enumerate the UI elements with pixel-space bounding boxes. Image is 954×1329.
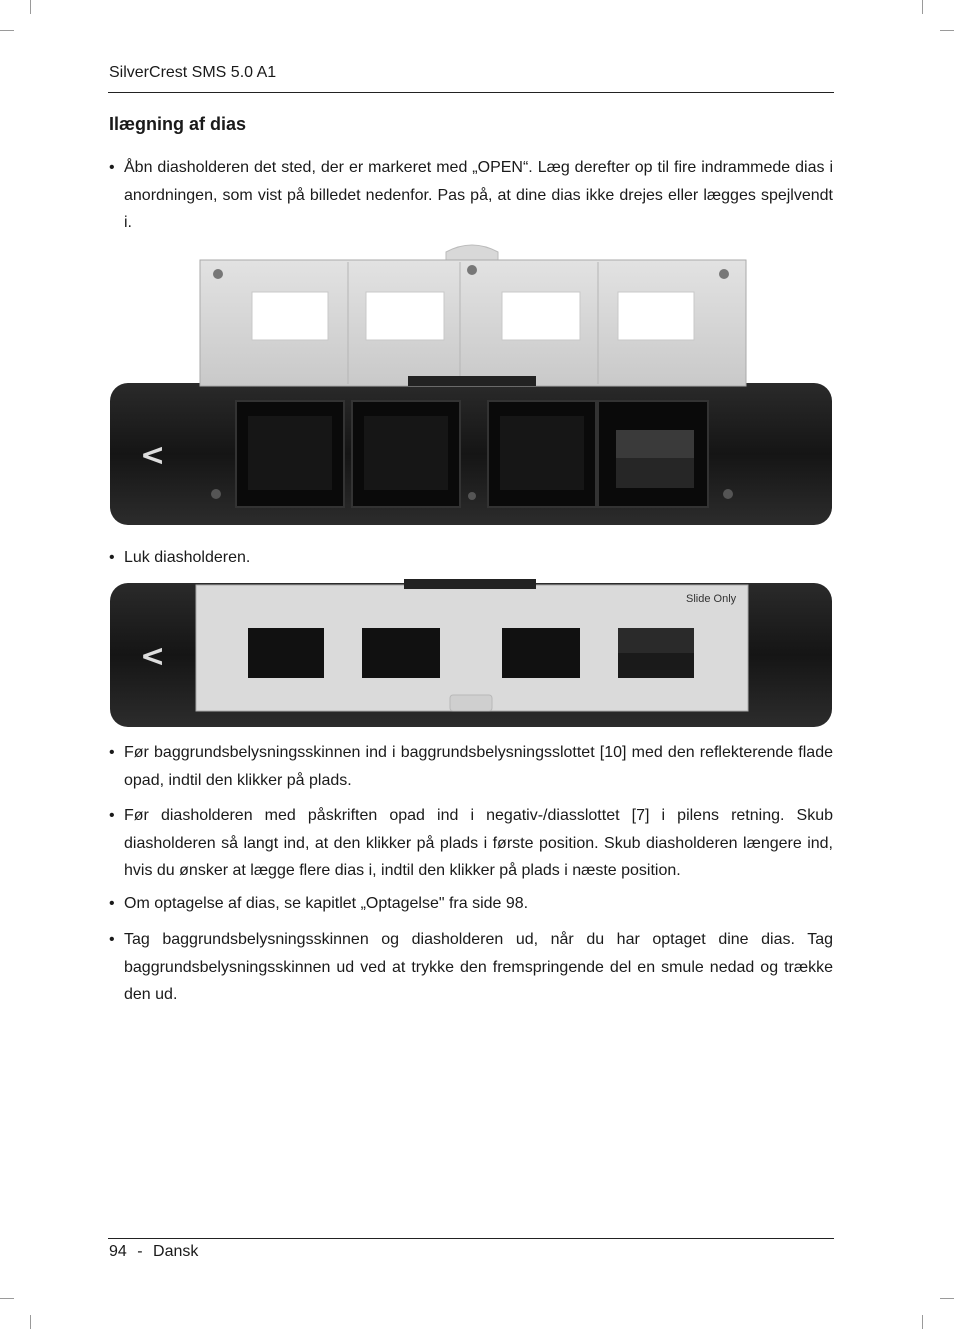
list-item-text: Før diasholderen med påskriften opad ind i negativ-/diasslottet [7] i pilens retning. Skub diasholderen så langt ind, at den klikker på plads i første position. Skub diasholderen længere ind, hvis du ønsker at lægge flere dias i, indtil den klikker på plads i næste position. — [124, 807, 833, 879]
header-rule — [108, 92, 834, 93]
bullet-icon: • — [109, 895, 115, 912]
list-item — [109, 739, 833, 794]
crop-mark — [30, 0, 31, 14]
list-item — [109, 802, 833, 885]
crop-mark — [0, 30, 14, 31]
footer-language: Dansk — [153, 1243, 199, 1260]
bullet-icon: • — [109, 549, 115, 566]
list-item-text: Før baggrundsbelysningsskinnen ind i baggrundsbelysningsslottet [10] med den reflekterende flade opad, indtil den klikker på plads. — [124, 744, 833, 789]
crop-mark — [922, 1315, 923, 1329]
list-item-text: Luk diasholderen. — [124, 549, 251, 566]
left-arrow-icon: < — [140, 438, 166, 473]
running-header: SilverCrest SMS 5.0 A1 — [109, 64, 277, 81]
crop-mark — [940, 1298, 954, 1299]
crop-mark — [30, 1315, 31, 1329]
bullet-icon: • — [109, 931, 115, 948]
page-number: 94 — [109, 1243, 127, 1260]
crop-mark — [0, 1298, 14, 1299]
list-item — [109, 890, 833, 918]
page-footer — [109, 1243, 198, 1261]
crop-mark — [922, 0, 923, 14]
left-arrow-icon: < — [140, 639, 166, 674]
bullet-icon: • — [109, 807, 115, 824]
footer-separator: - — [137, 1243, 143, 1260]
list-item — [109, 926, 833, 1009]
list-item-text: Om optagelse af dias, se kapitlet „Optagelse" fra side 98. — [124, 895, 529, 912]
list-item-text: Åbn diasholderen det sted, der er markeret med „OPEN“. Læg derefter op til fire indrammede dias i anordningen, som vist på billedet nedenfor. Pas på, at dine dias ikke drejes eller lægges spejlvendt i. — [124, 159, 833, 231]
list-item — [109, 154, 833, 237]
open-slide-holder-photo — [108, 244, 834, 528]
bullet-icon: • — [109, 744, 115, 761]
bullet-icon: • — [109, 159, 115, 176]
section-heading: Ilægning af dias — [109, 114, 247, 134]
crop-mark — [940, 30, 954, 31]
footer-rule — [108, 1238, 834, 1239]
list-item — [109, 544, 833, 572]
closed-slide-holder-photo — [108, 579, 834, 729]
list-item-text: Tag baggrundsbelysningsskinnen og diasholderen ud, når du har optaget dine dias. Tag baggrundsbelysningsskinnen ud ved at trykke den fremspringende del en smule nedad og trække den ud. — [124, 931, 833, 1003]
slide-only-label: Slide Only — [686, 593, 737, 605]
